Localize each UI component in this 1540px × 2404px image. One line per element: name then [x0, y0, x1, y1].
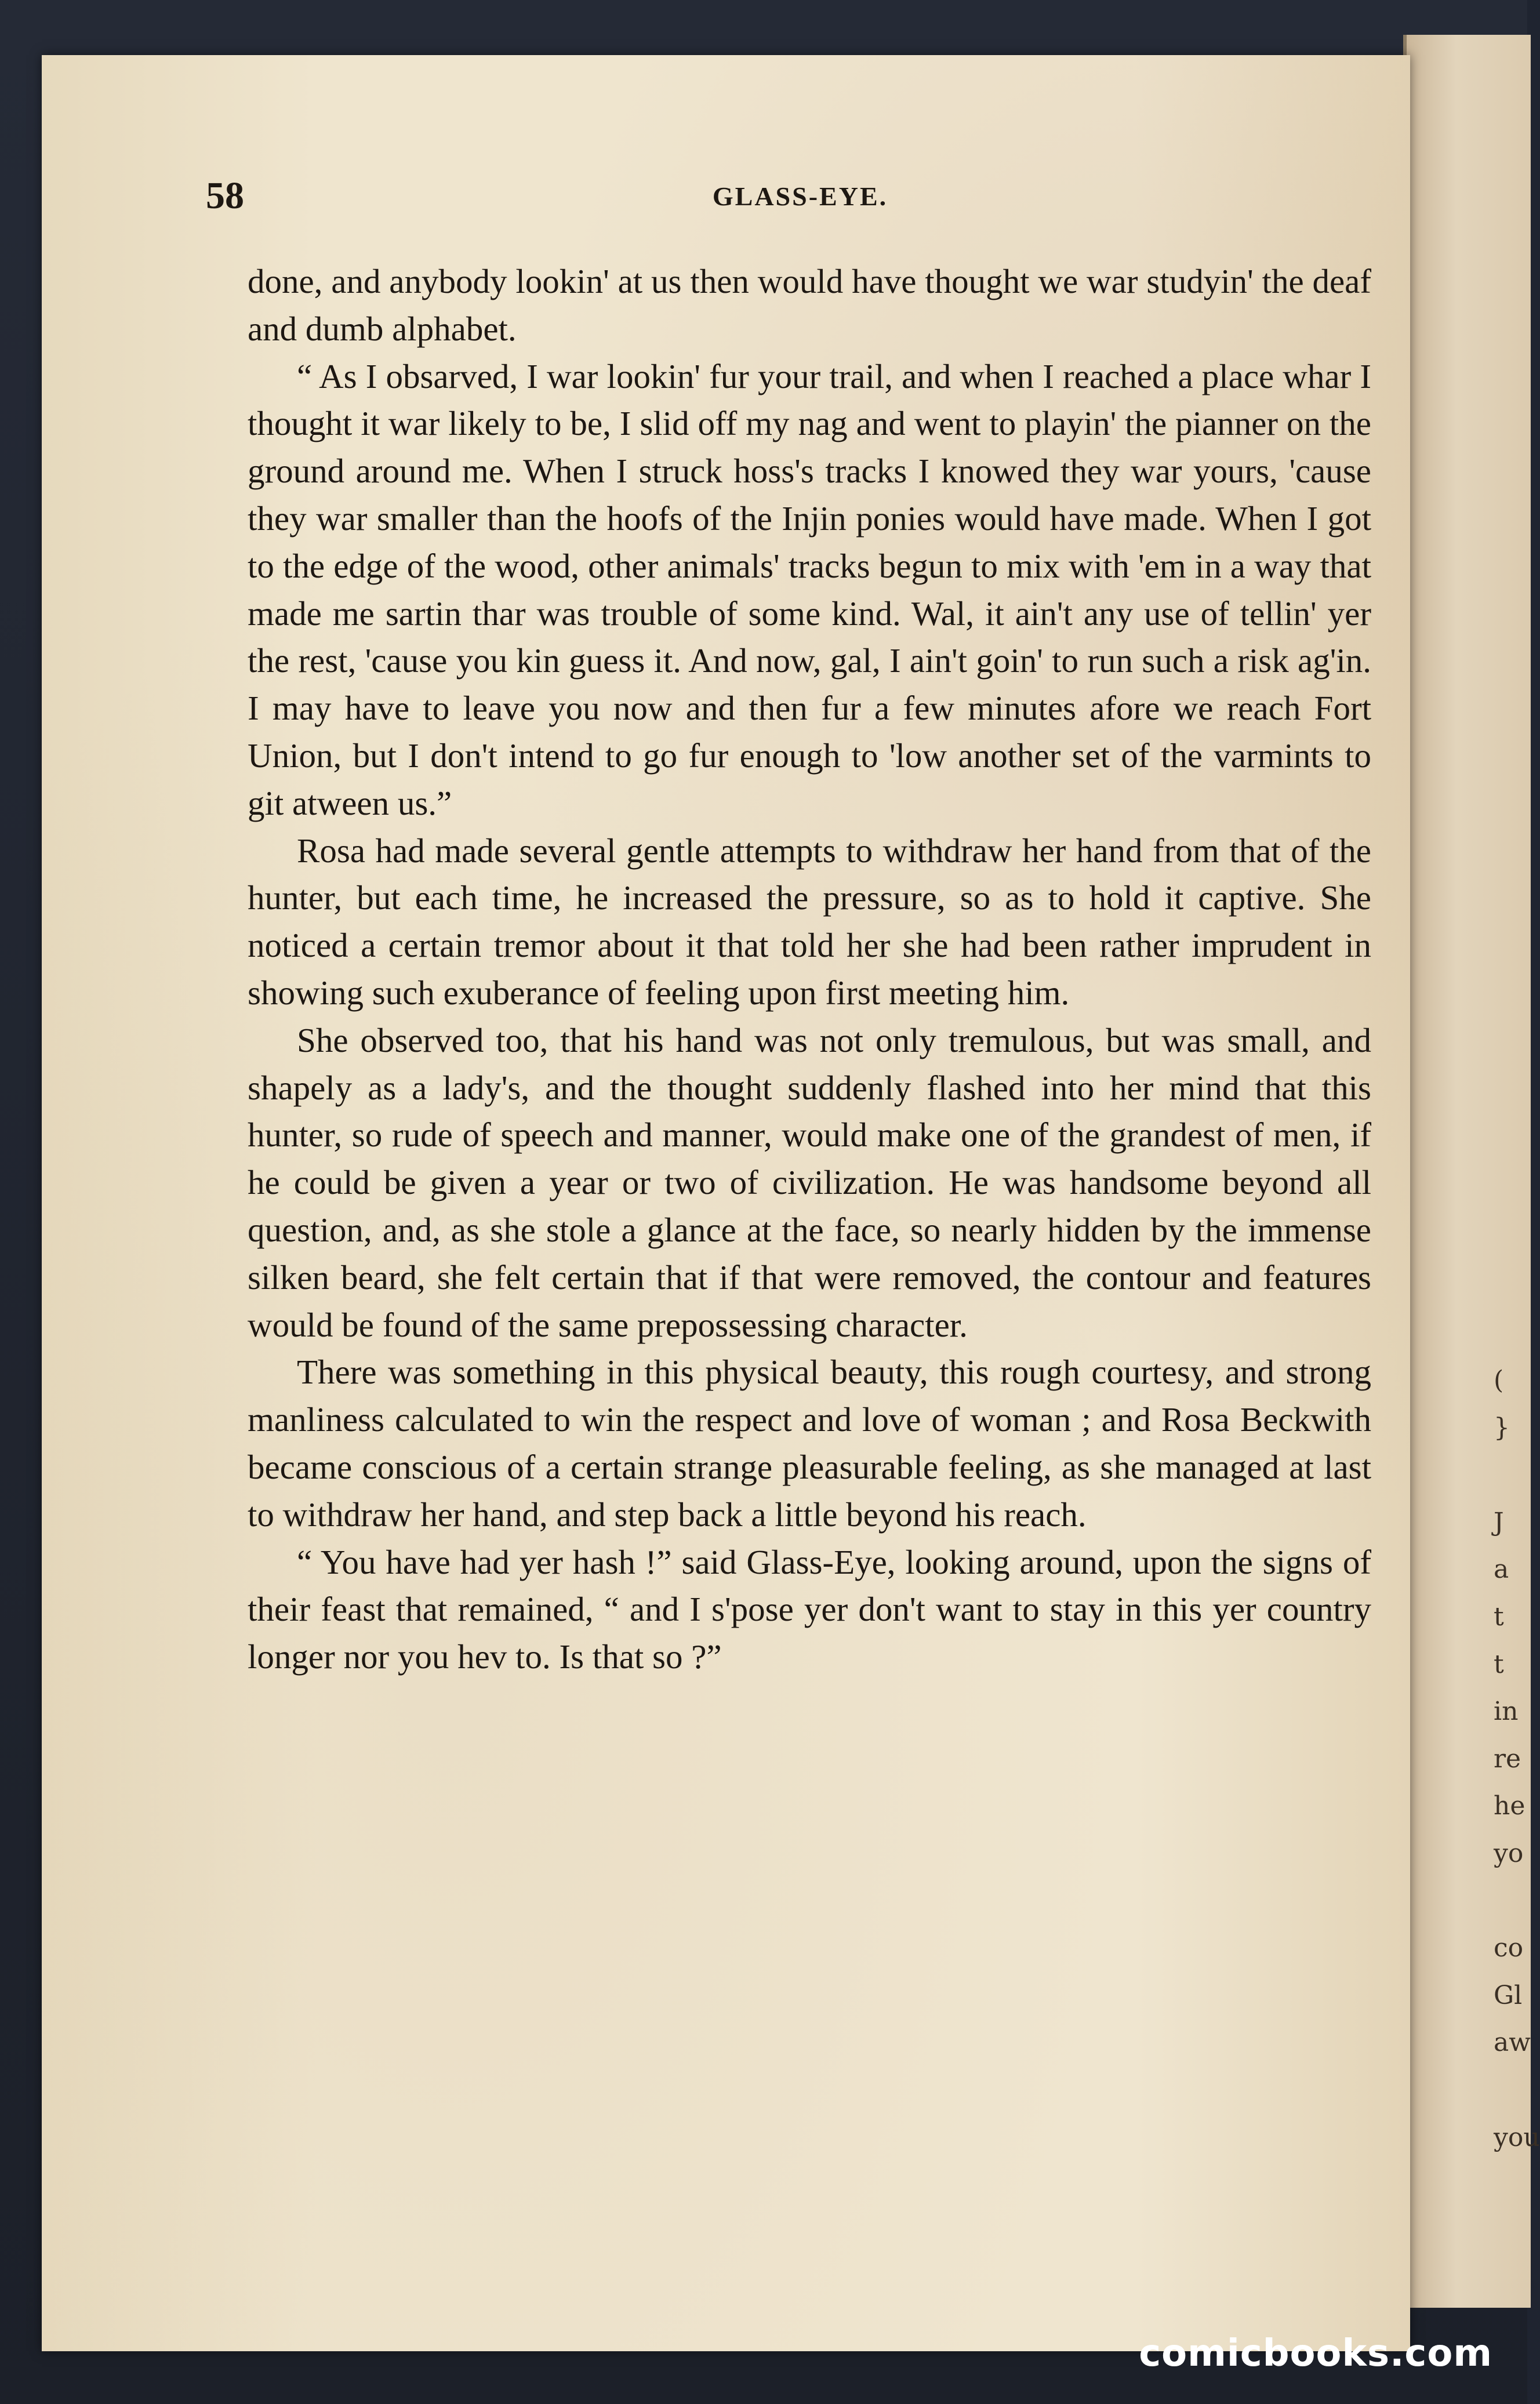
page-number: 58 — [206, 175, 244, 217]
paragraph: Rosa had made several gentle attempts to withdraw her hand from that of the hunter, but each time, he increased the pressure, so as to hold it captive. She noticed a certain tremor about it that told her she had been rather imprudent in showing such exuberance of feeling upon first meeting him. — [248, 831, 1371, 1012]
paragraph: “ You have had yer hash !” said Glass-Eye, looking around, upon the signs of their feast that remained, “ and I s'pose yer don't want to stay in this yer country longer nor you hev to. Is that so ?” — [248, 1542, 1371, 1676]
body-text — [248, 258, 1371, 1681]
running-head: GLASS-EYE. — [712, 181, 888, 211]
paragraph: She observed too, that his hand was not only tremulous, but was small, and shapely as a lady's, and the thought suddenly flashed into her mind that this hunter, so rude of speech and manner, would make one of the grandest of men, if he could be given a year or two of civilization. He was handsome beyond all question, and, as she stole a glance at the face, so nearly hidden by the immense silken beard, she felt certain that if that were removed, the contour and features would be found of the same prepossessing character. — [248, 1021, 1371, 1344]
paragraph: “ As I obsarved, I war lookin' fur your trail, and when I reached a place whar I thought it war likely to be, I slid off my nag and went to playin' the pianner on the ground around me. When I struck hoss's tracks I knowed they war yours, 'cause they war smaller than the hoofs of the Injin ponies would have made. When I got to the edge of the wood, other animals' tracks begun to mix with 'em in a way that made me sartin thar was trouble of some kind. Wal, it ain't any use of tellin' yer the rest, 'cause you kin guess it. And now, gal, I ain't goin' to run such a risk ag'in. I may have to leave you now and then fur a few minutes afore we reach Fort Union, but I don't intend to go fur enough to 'low another set of the varmints to git atween us.” — [248, 357, 1371, 822]
paragraph: There was something in this physical beauty, this rough courtesy, and strong manliness calculated to win the respect and love of woman ; and Rosa Beckwith became conscious of a certain strange pleasurable feeling, as she managed at last to withdraw her hand, and step back a little beyond his reach. — [248, 1353, 1371, 1534]
adjacent-page-text: ( } J a t t in re he yo co Gl aw you — [1494, 1366, 1540, 2152]
page-header — [206, 174, 1371, 215]
watermark: comicbooks.com — [1139, 2332, 1492, 2375]
paragraph: done, and anybody lookin' at us then would have thought we war studyin' the deaf and dumb alphabet. — [248, 262, 1371, 348]
adjacent-page-edge — [1403, 35, 1540, 2308]
